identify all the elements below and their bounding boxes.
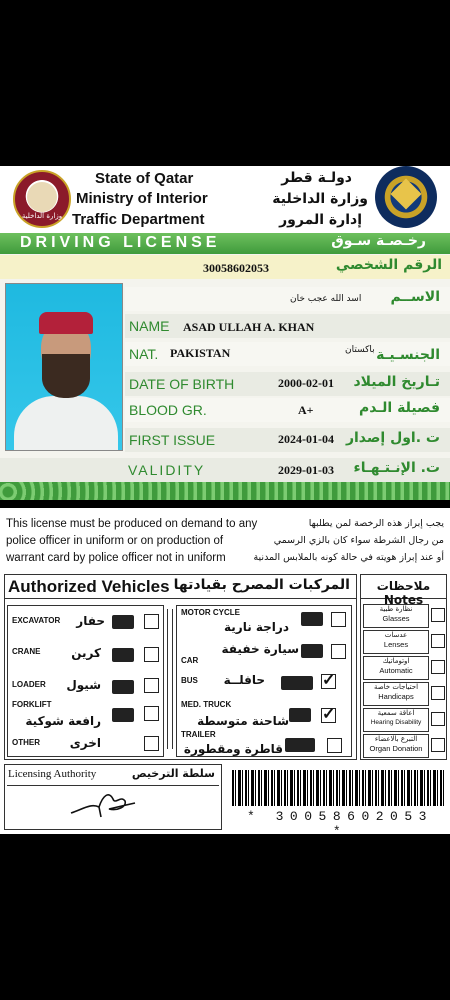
loader-icon: [112, 680, 134, 694]
crane-icon: [112, 648, 134, 662]
title-en: DRIVING LICENSE: [20, 234, 221, 251]
trailer-icon: [285, 738, 315, 752]
validity-ar-label: ت. الإنـتـهـاء: [353, 460, 440, 476]
column-divider: [167, 609, 173, 749]
checkbox-loader[interactable]: [144, 678, 159, 693]
dob-value: 2000-02-01: [278, 376, 334, 390]
licensing-authority-box: [4, 764, 222, 830]
dob-row: [125, 372, 450, 396]
notice-block: [0, 508, 450, 572]
name-label: NAME: [129, 318, 170, 334]
checkbox-hearing-disability[interactable]: [431, 712, 445, 726]
notice-en-line: police officer in uniform or on production of: [6, 535, 224, 547]
name-value: ASAD ULLAH A. KHAN: [183, 320, 315, 334]
notice-en-line: warrant card by police officer not in uniform: [6, 552, 226, 564]
checkbox-bus[interactable]: ✓: [322, 672, 336, 689]
header-department-ar: إدارة المرور: [279, 212, 362, 228]
vehicle-loader: LOADER شيول: [8, 672, 163, 702]
notes-title: ملاحظات Notes: [361, 575, 446, 599]
blood-label: BLOOD GR.: [129, 402, 207, 418]
license-front: [0, 166, 450, 500]
notice-en-line: This license must be produced on demand to any: [6, 518, 258, 530]
name-row: [125, 314, 450, 338]
name-ar-label: الاســم: [390, 289, 440, 305]
vehicle-excavator: EXCAVATOR حفار: [8, 610, 163, 640]
checkbox-trailer[interactable]: [327, 738, 342, 753]
note-organ-donation: التبرع بالاعضاء Organ Donation: [363, 734, 429, 758]
checkbox-motorcycle[interactable]: [331, 612, 346, 627]
validity-label: VALIDITY: [128, 462, 206, 478]
license-back: [0, 508, 450, 834]
nationality-row: [125, 342, 450, 366]
name-ar-row: [125, 287, 450, 311]
signature: [69, 789, 139, 819]
barcode: [232, 770, 444, 806]
issue-value: 2024-01-04: [278, 432, 334, 446]
validity-value: 2029-01-03: [278, 463, 334, 477]
nationality-ar-label: الجنسـيـة: [376, 347, 440, 363]
dob-label: DATE OF BIRTH: [129, 376, 235, 392]
name-ar-value: اسد الله عجب خان: [290, 294, 362, 304]
notice-ar-line: من رجال الشرطة سواء كان بالزي الرسمي: [273, 535, 444, 546]
vehicle-car: CAR سيارة خفيفة: [177, 638, 351, 668]
truck-icon: [289, 708, 311, 722]
personal-id-value: 30058602053: [203, 261, 269, 275]
barcode-text: * 30058602053 *: [247, 809, 433, 834]
checkbox-other[interactable]: [144, 736, 159, 751]
holder-photo: [5, 283, 123, 451]
checkbox-glasses[interactable]: [431, 608, 445, 622]
header-department: Traffic Department: [72, 211, 205, 228]
checkbox-forklift[interactable]: [144, 706, 159, 721]
blood-row: [125, 398, 450, 422]
title-ar: رخـصـة سـوق: [331, 233, 426, 249]
note-lenses: عدسات Lenses: [363, 630, 429, 654]
issue-row: [125, 428, 450, 452]
bus-icon: [281, 676, 313, 690]
checkbox-car[interactable]: [331, 644, 346, 659]
personal-id-row: [0, 255, 450, 279]
checkbox-organ-donation[interactable]: [431, 738, 445, 752]
licensing-authority-label: Licensing Authority: [8, 768, 97, 780]
vehicle-other: OTHER اخرى: [8, 730, 163, 760]
title-bar: [0, 233, 450, 254]
decorative-band: [0, 482, 450, 500]
checkbox-lenses[interactable]: [431, 634, 445, 648]
personal-id-label-ar: الرقم الشخصي: [335, 257, 442, 273]
vehicle-med-truck: MED. TRUCK شاحنة متوسطة ✓: [181, 700, 336, 728]
nationality-ar-value: باكستان: [345, 345, 375, 355]
authorized-vehicles-title-ar: المركبات المصرح بقيادتها: [173, 577, 350, 593]
vehicle-column-right: [176, 605, 352, 757]
blood-ar-label: فصيلة الـدم: [359, 400, 440, 416]
authorized-vehicles-title: Authorized Vehicles: [8, 577, 170, 596]
notice-ar-line: أو عند إبراز هويته في حالة كونه بالملابس المدنية: [253, 552, 444, 563]
validity-row: [0, 458, 450, 482]
nationality-label: NAT.: [129, 346, 159, 362]
notes-panel: [360, 574, 447, 760]
vehicle-forklift: FORKLIFT رافعة شوكية: [8, 698, 163, 728]
checkbox-crane[interactable]: [144, 647, 159, 662]
note-automatic: اوتوماتيك Automatic: [363, 656, 429, 680]
vehicle-column-left: [7, 605, 164, 757]
licensing-authority-label-ar: سلطة الترخيص: [131, 767, 215, 780]
header-state-ar: دولـة قطر: [281, 170, 352, 186]
forklift-icon: [112, 708, 134, 722]
checkbox-handicaps[interactable]: [431, 686, 445, 700]
dob-ar-label: تـاريخ الميلاد: [353, 374, 440, 390]
vehicle-bus: BUS حافلــة ✓: [181, 672, 336, 689]
authorized-vehicles-panel: [4, 574, 357, 760]
vehicle-motorcycle: MOTOR CYCLE دراجة نارية: [177, 606, 351, 636]
vehicle-trailer: TRAILER قاطرة ومقطورة: [177, 728, 351, 758]
checkbox-excavator[interactable]: [144, 614, 159, 629]
vehicle-crane: CRANE كرين: [8, 642, 163, 672]
nationality-value: PAKISTAN: [170, 346, 231, 360]
license-header: [0, 166, 450, 233]
blood-value: A+: [298, 403, 314, 417]
header-state: State of Qatar: [95, 170, 194, 187]
note-glasses: نظارة طبية Glasses: [363, 604, 429, 628]
note-handicaps: احتياجات خاصة Handicaps: [363, 682, 429, 706]
issue-label: FIRST ISSUE: [129, 432, 216, 448]
ministry-emblem-icon: وزارة الداخلية: [13, 170, 71, 228]
notice-ar-line: يجب إبراز هذه الرخصة لمن يطلبها: [308, 518, 444, 529]
excavator-icon: [112, 615, 134, 629]
gcc-emblem-icon: [375, 166, 437, 228]
car-icon: [301, 644, 323, 658]
note-hearing-disability: اعاقة سمعية Hearing Disability: [363, 708, 429, 732]
checkbox-automatic[interactable]: [431, 660, 445, 674]
checkbox-med-truck[interactable]: ✓: [322, 706, 336, 723]
header-ministry-ar: وزارة الداخلية: [272, 191, 368, 207]
header-ministry: Ministry of Interior: [76, 190, 208, 207]
issue-ar-label: ت .اول إصدار: [345, 430, 440, 446]
motorcycle-icon: [301, 612, 323, 626]
